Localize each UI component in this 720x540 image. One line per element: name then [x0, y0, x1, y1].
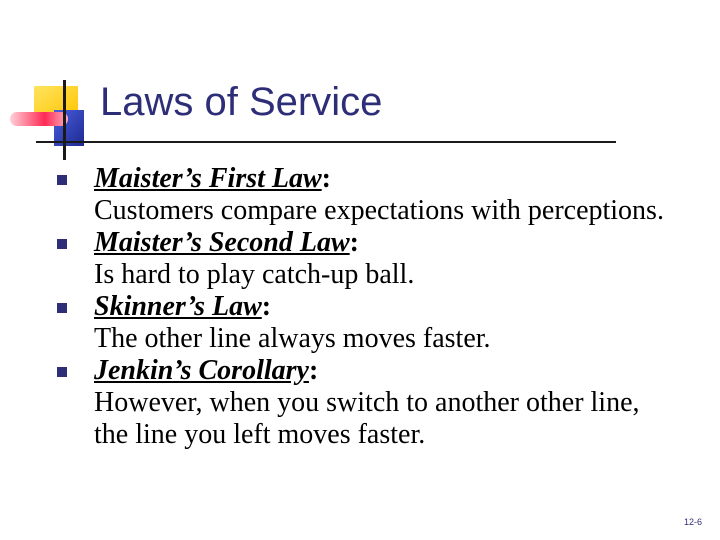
square-bullet-icon: [57, 367, 67, 377]
bullet-list: [56, 163, 676, 451]
law-colon: :: [349, 227, 359, 258]
list-item: [56, 227, 676, 291]
law-description: However, when you switch to another other line, the line you left moves faster.: [94, 387, 640, 450]
title-divider: [36, 141, 616, 143]
square-bullet-icon: [57, 239, 67, 249]
law-name: Jenkin’s Corollary: [94, 355, 309, 386]
square-bullet-icon: [57, 175, 67, 185]
law-name: Maister’s First Law: [94, 163, 322, 194]
slide-number: 12-6: [684, 517, 703, 527]
law-description: Customers compare expectations with perceptions.: [94, 195, 664, 226]
list-item: [56, 163, 676, 227]
law-name: Maister’s Second Law: [94, 227, 350, 258]
law-name: Skinner’s Law: [94, 291, 262, 322]
law-colon: :: [321, 163, 331, 194]
list-item: [56, 355, 676, 451]
law-colon: :: [261, 291, 272, 322]
law-description: The other line always moves faster.: [94, 323, 491, 354]
square-bullet-icon: [57, 303, 67, 313]
slide-title: Laws of Service: [100, 80, 383, 124]
law-colon: :: [308, 355, 319, 386]
list-item: [56, 291, 676, 355]
law-description: Is hard to play catch-up ball.: [94, 259, 415, 290]
